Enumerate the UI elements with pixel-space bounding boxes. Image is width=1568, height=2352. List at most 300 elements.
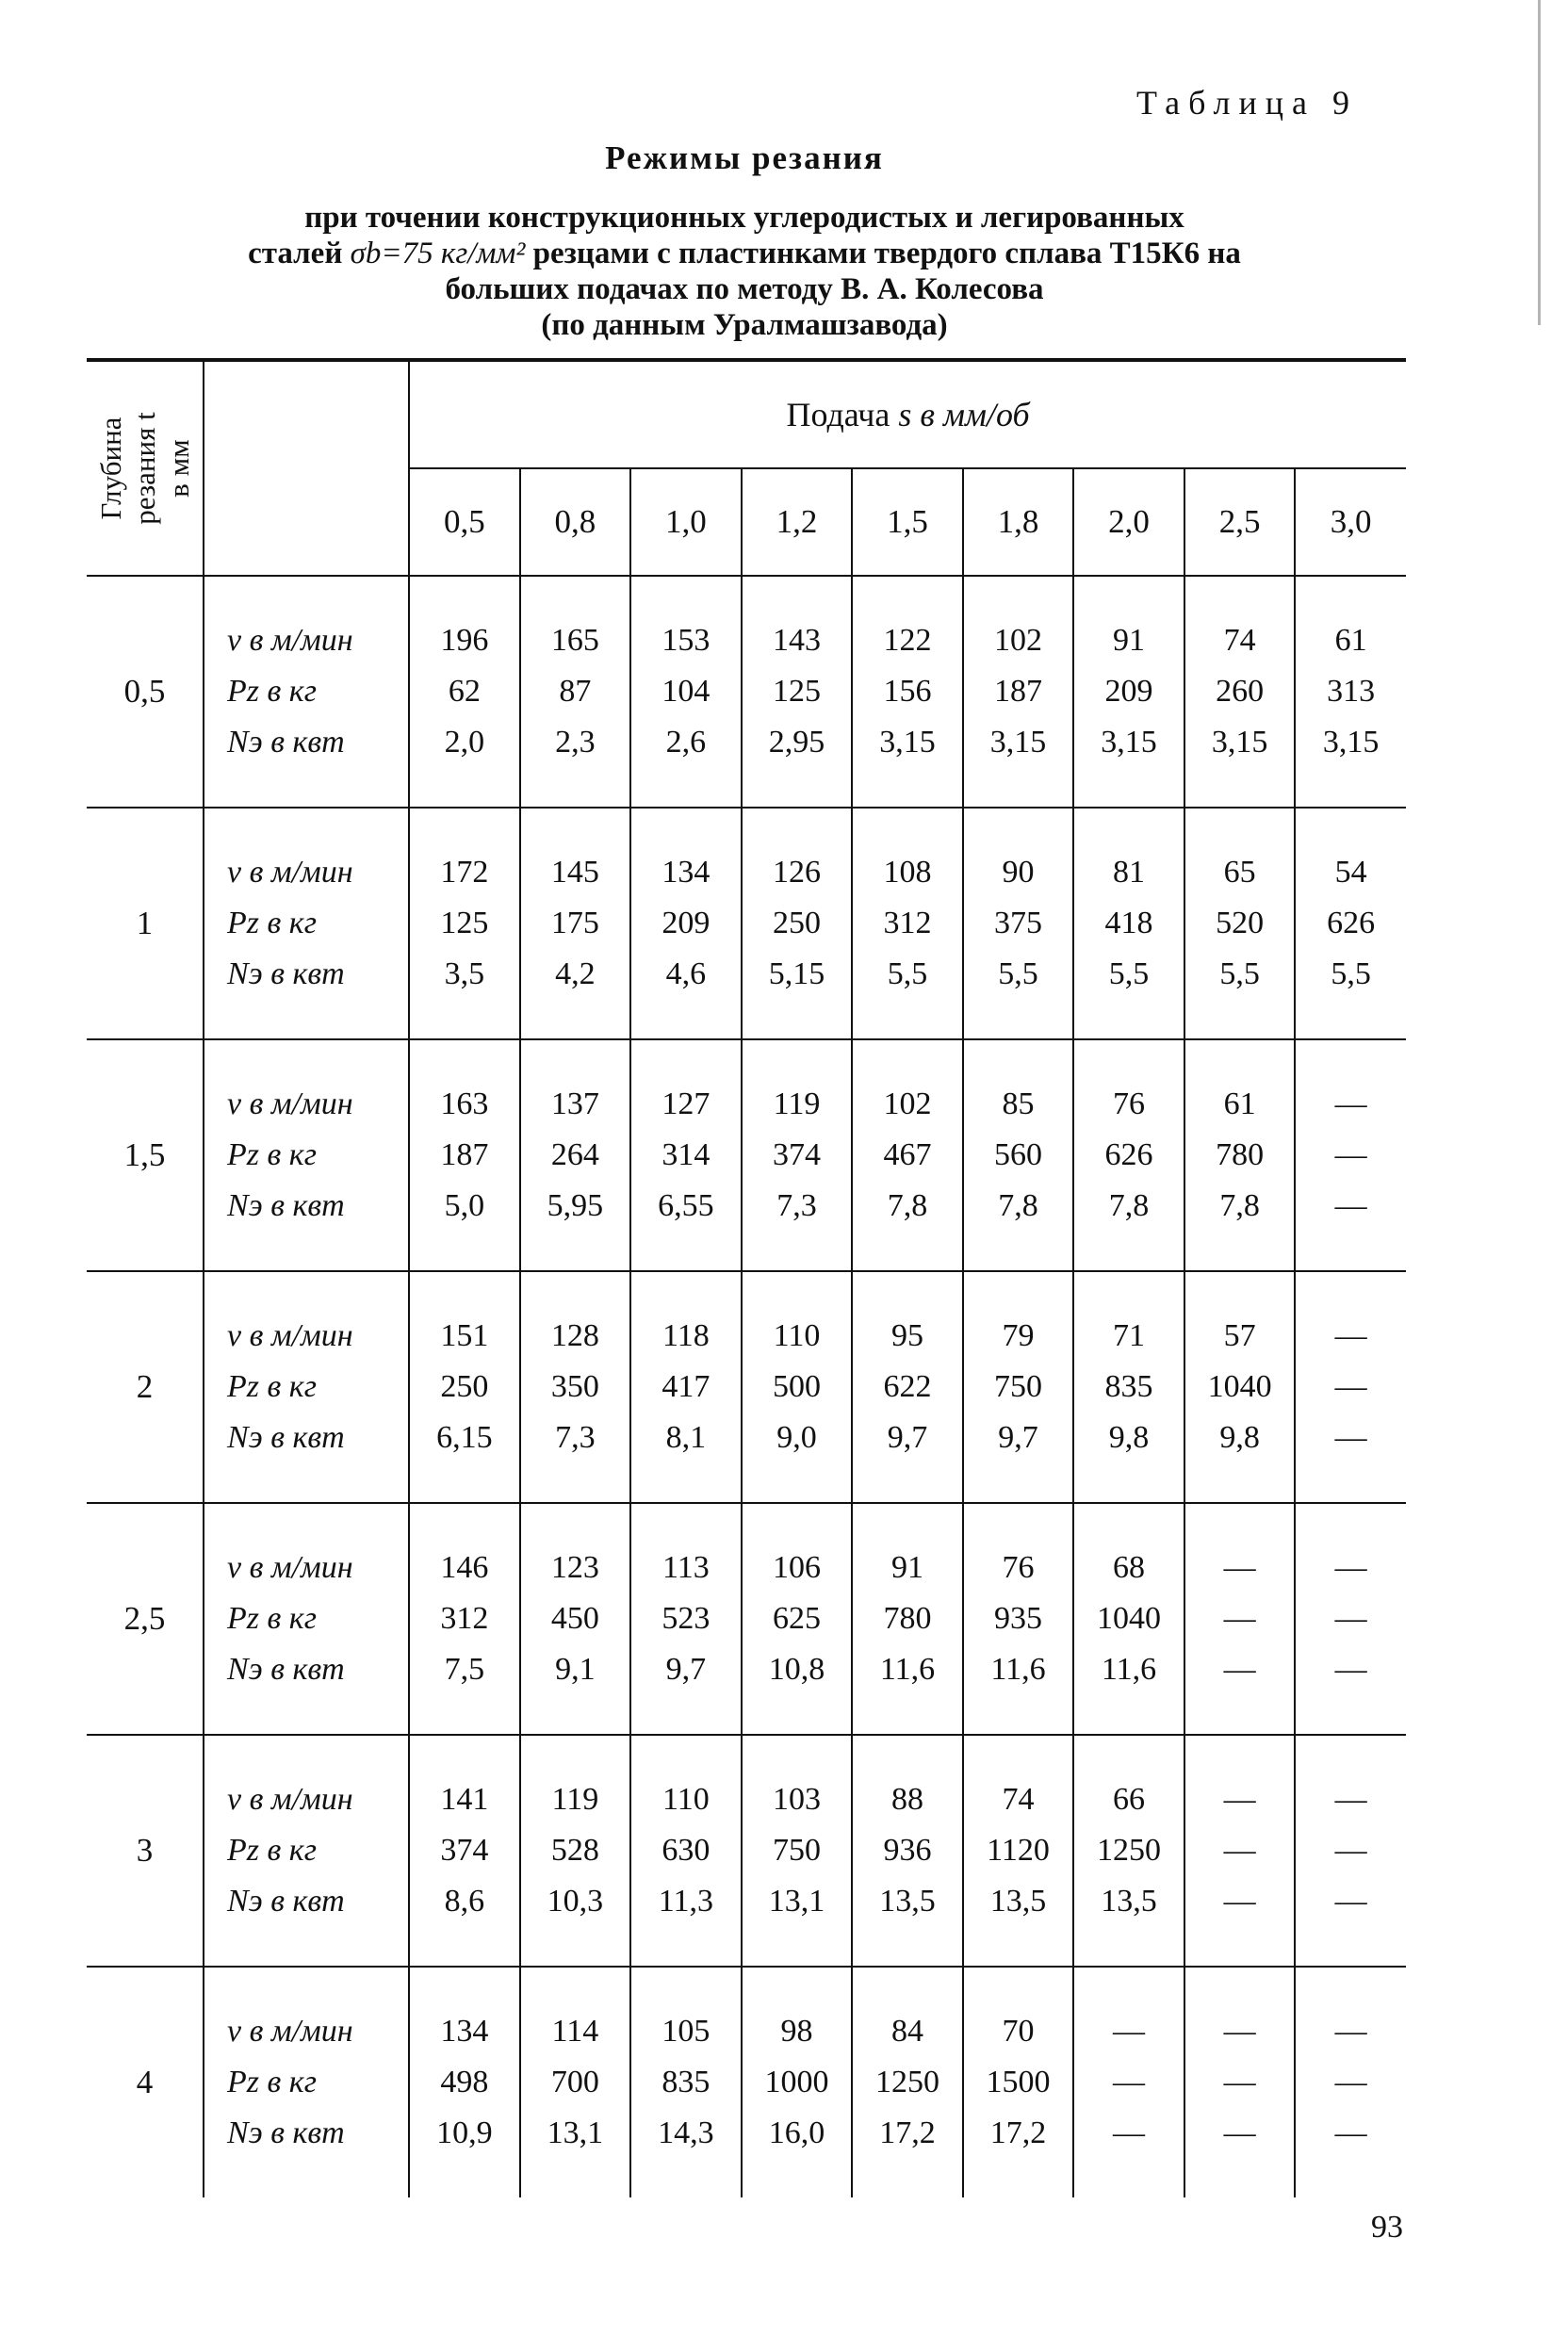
speed-value: 84 bbox=[890, 2014, 923, 2049]
speed-value: 71 bbox=[1113, 1318, 1146, 1353]
power-value: 7,3 bbox=[555, 1420, 596, 1455]
feed-value-cell: 1,0 bbox=[630, 468, 742, 576]
power-value: 3,15 bbox=[879, 725, 936, 760]
subtitle-sigma: σb=75 кг/мм² bbox=[350, 237, 526, 270]
power-value: 3,15 bbox=[1101, 725, 1157, 760]
force-value: — bbox=[1223, 2065, 1256, 2099]
data-cell bbox=[742, 808, 853, 1039]
data-cell bbox=[852, 1967, 963, 2197]
power-value: 5,5 bbox=[1219, 956, 1260, 991]
speed-value: 61 bbox=[1334, 623, 1367, 658]
data-cell bbox=[520, 1503, 631, 1735]
force-value: 87 bbox=[559, 674, 592, 709]
force-value: 125 bbox=[440, 906, 489, 940]
speed-value: 151 bbox=[440, 1318, 489, 1353]
speed-value: 128 bbox=[550, 1318, 599, 1353]
force-value: 62 bbox=[448, 674, 481, 709]
speed-value: 119 bbox=[551, 1782, 599, 1817]
depth-header-line-2: резания t bbox=[127, 412, 161, 525]
speed-value: 68 bbox=[1113, 1550, 1146, 1585]
force-value: — bbox=[1334, 1369, 1367, 1404]
depth-group-row bbox=[87, 1271, 1406, 1503]
depth-group-row bbox=[87, 1039, 1406, 1271]
power-value: 14,3 bbox=[658, 2115, 714, 2150]
speed-value: 76 bbox=[1113, 1086, 1146, 1121]
speed-value: 110 bbox=[773, 1318, 821, 1353]
speed-value: — bbox=[1223, 2014, 1256, 2049]
speed-value: 57 bbox=[1223, 1318, 1256, 1353]
power-value: 9,7 bbox=[887, 1420, 928, 1455]
power-value: 11,3 bbox=[658, 1884, 714, 1919]
data-cell bbox=[963, 1735, 1074, 1967]
force-value: — bbox=[1334, 1833, 1367, 1868]
power-value: 5,0 bbox=[444, 1188, 485, 1223]
force-value: 312 bbox=[440, 1601, 489, 1636]
depth-header-line-1: Глубина bbox=[93, 416, 127, 520]
power-value: 5,95 bbox=[547, 1188, 604, 1223]
depth-value: 1,5 bbox=[87, 1039, 204, 1271]
data-cell bbox=[963, 1271, 1074, 1503]
force-value: 1500 bbox=[986, 2065, 1051, 2099]
speed-value: 81 bbox=[1113, 855, 1146, 890]
force-value: 528 bbox=[550, 1833, 599, 1868]
param-labels bbox=[204, 1735, 409, 1967]
param-label-p: Pz в кг bbox=[227, 674, 317, 709]
force-value: 314 bbox=[662, 1137, 710, 1172]
speed-value: 74 bbox=[1223, 623, 1256, 658]
force-value: 175 bbox=[550, 906, 599, 940]
power-value: 17,2 bbox=[989, 2115, 1047, 2150]
force-value: 520 bbox=[1216, 906, 1265, 940]
force-value: 1040 bbox=[1207, 1369, 1272, 1404]
param-label-p: Pz в кг bbox=[227, 1137, 317, 1172]
param-label-n: Nэ в квт bbox=[227, 1884, 345, 1919]
depth-value: 0,5 bbox=[87, 576, 204, 808]
power-value: 9,0 bbox=[776, 1420, 817, 1455]
force-value: 125 bbox=[772, 674, 821, 709]
power-value: 7,8 bbox=[1219, 1188, 1260, 1223]
data-cell bbox=[1184, 1271, 1296, 1503]
data-cell bbox=[409, 1735, 520, 1967]
speed-value: 165 bbox=[550, 623, 599, 658]
force-value: 750 bbox=[994, 1369, 1043, 1404]
subtitle-line-4: (по данным Уралмашзавода) bbox=[541, 308, 948, 342]
power-value: — bbox=[1334, 2115, 1367, 2150]
params-column-header bbox=[204, 360, 409, 576]
feed-value-cell: 2,5 bbox=[1184, 468, 1296, 576]
table-label: Таблица 9 bbox=[1136, 84, 1358, 122]
power-value: 5,5 bbox=[1108, 956, 1150, 991]
speed-value: — bbox=[1113, 2014, 1146, 2049]
power-value: 3,15 bbox=[1322, 725, 1380, 760]
force-value: 1250 bbox=[1097, 1833, 1162, 1868]
speed-value: 123 bbox=[550, 1550, 599, 1585]
force-value: 835 bbox=[662, 2065, 710, 2099]
data-cell bbox=[409, 576, 520, 808]
speed-value: 126 bbox=[772, 855, 821, 890]
data-cell bbox=[630, 576, 742, 808]
data-cell bbox=[520, 1039, 631, 1271]
depth-column-header bbox=[87, 360, 204, 576]
force-value: 523 bbox=[662, 1601, 710, 1636]
force-value: 374 bbox=[440, 1833, 489, 1868]
power-value: 7,8 bbox=[1108, 1188, 1150, 1223]
cutting-modes-table bbox=[87, 358, 1406, 2197]
power-value: 7,8 bbox=[887, 1188, 928, 1223]
table-body bbox=[87, 360, 1406, 2197]
data-cell bbox=[520, 808, 631, 1039]
speed-value: 54 bbox=[1334, 855, 1367, 890]
data-cell bbox=[963, 576, 1074, 808]
param-label-v: v в м/мин bbox=[227, 1086, 353, 1121]
force-value: 260 bbox=[1216, 674, 1265, 709]
feed-value-cell: 1,2 bbox=[742, 468, 853, 576]
speed-value: 113 bbox=[662, 1550, 710, 1585]
feed-column-header bbox=[409, 360, 1406, 468]
force-value: — bbox=[1113, 2065, 1146, 2099]
speed-value: 122 bbox=[883, 623, 932, 658]
force-value: 700 bbox=[550, 2065, 599, 2099]
param-labels bbox=[204, 1039, 409, 1271]
force-value: 313 bbox=[1327, 674, 1376, 709]
power-value: 9,1 bbox=[555, 1652, 596, 1687]
speed-value: 65 bbox=[1223, 855, 1256, 890]
feed-value-cell: 1,8 bbox=[963, 468, 1074, 576]
subtitle-line-2 bbox=[66, 236, 1423, 271]
data-cell bbox=[1295, 1039, 1406, 1271]
force-value: 209 bbox=[662, 906, 710, 940]
data-cell bbox=[1073, 1503, 1184, 1735]
force-value: 625 bbox=[772, 1601, 821, 1636]
power-value: 3,15 bbox=[1211, 725, 1268, 760]
force-value: 560 bbox=[994, 1137, 1043, 1172]
subtitle-line-2b: резцами с пластинками твердого сплава Т15К6 на bbox=[525, 237, 1241, 270]
speed-value: — bbox=[1334, 1782, 1367, 1817]
param-label-n: Nэ в квт bbox=[227, 1652, 345, 1687]
power-value: 4,6 bbox=[665, 956, 707, 991]
force-value: 626 bbox=[1104, 1137, 1153, 1172]
param-label-v: v в м/мин bbox=[227, 2014, 353, 2049]
data-cell bbox=[409, 1271, 520, 1503]
power-value: 11,6 bbox=[879, 1652, 936, 1687]
speed-value: 114 bbox=[551, 2014, 599, 2049]
power-value: 9,8 bbox=[1108, 1420, 1150, 1455]
param-label-v: v в м/мин bbox=[227, 1550, 353, 1585]
force-value: 209 bbox=[1104, 674, 1153, 709]
force-value: 630 bbox=[662, 1833, 710, 1868]
depth-group-row bbox=[87, 576, 1406, 808]
force-value: 467 bbox=[883, 1137, 932, 1172]
power-value: 16,0 bbox=[768, 2115, 825, 2150]
power-value: 6,55 bbox=[658, 1188, 714, 1223]
power-value: — bbox=[1223, 1652, 1256, 1687]
subtitle-line-1: при точении конструкционных углеродистых и легированных bbox=[304, 201, 1184, 235]
data-cell bbox=[742, 1967, 853, 2197]
data-cell bbox=[852, 1271, 963, 1503]
param-label-p: Pz в кг bbox=[227, 1833, 317, 1868]
subtitle-line-2a: сталей bbox=[248, 237, 351, 270]
force-value: 374 bbox=[772, 1137, 821, 1172]
speed-value: — bbox=[1223, 1550, 1256, 1585]
data-cell bbox=[1073, 576, 1184, 808]
power-value: 3,15 bbox=[989, 725, 1047, 760]
speed-value: 85 bbox=[1002, 1086, 1035, 1121]
depth-group-row bbox=[87, 1503, 1406, 1735]
speed-value: 137 bbox=[550, 1086, 599, 1121]
feed-value-cell: 0,5 bbox=[409, 468, 520, 576]
data-cell bbox=[1295, 576, 1406, 808]
data-cell bbox=[630, 1271, 742, 1503]
power-value: — bbox=[1334, 1884, 1367, 1919]
force-value: 450 bbox=[550, 1601, 599, 1636]
power-value: 13,1 bbox=[768, 1884, 825, 1919]
speed-value: 110 bbox=[662, 1782, 710, 1817]
speed-value: 79 bbox=[1002, 1318, 1035, 1353]
power-value: — bbox=[1113, 2115, 1146, 2150]
subtitle-line-3: больших подачах по методу В. А. Колесова bbox=[445, 272, 1044, 306]
feed-value-cell: 2,0 bbox=[1073, 468, 1184, 576]
power-value: 17,2 bbox=[879, 2115, 936, 2150]
power-value: — bbox=[1223, 2115, 1256, 2150]
data-cell bbox=[1184, 1967, 1296, 2197]
param-label-p: Pz в кг bbox=[227, 906, 317, 940]
speed-value: 103 bbox=[772, 1782, 821, 1817]
speed-value: 91 bbox=[890, 1550, 923, 1585]
data-cell bbox=[852, 576, 963, 808]
speed-value: 134 bbox=[662, 855, 710, 890]
speed-value: 61 bbox=[1223, 1086, 1256, 1121]
data-cell bbox=[1295, 1735, 1406, 1967]
data-cell bbox=[963, 1967, 1074, 2197]
power-value: 10,8 bbox=[768, 1652, 825, 1687]
force-value: 626 bbox=[1327, 906, 1376, 940]
force-value: 104 bbox=[662, 674, 710, 709]
data-cell bbox=[630, 1735, 742, 1967]
param-labels bbox=[204, 576, 409, 808]
param-label-n: Nэ в квт bbox=[227, 1420, 345, 1455]
power-value: 13,5 bbox=[989, 1884, 1047, 1919]
data-cell bbox=[409, 1967, 520, 2197]
data-cell bbox=[520, 1271, 631, 1503]
depth-value: 1 bbox=[87, 808, 204, 1039]
force-value: 936 bbox=[883, 1833, 932, 1868]
power-value: 9,7 bbox=[665, 1652, 707, 1687]
param-label-n: Nэ в квт bbox=[227, 1188, 345, 1223]
power-value: — bbox=[1334, 1420, 1367, 1455]
force-value: 250 bbox=[772, 906, 821, 940]
power-value: 8,6 bbox=[444, 1884, 485, 1919]
force-value: 1250 bbox=[874, 2065, 939, 2099]
force-value: 1120 bbox=[987, 1833, 1050, 1868]
power-value: 9,8 bbox=[1219, 1420, 1260, 1455]
power-value: 10,9 bbox=[436, 2115, 493, 2150]
speed-value: 88 bbox=[890, 1782, 923, 1817]
data-cell bbox=[1295, 1271, 1406, 1503]
force-value: 622 bbox=[883, 1369, 932, 1404]
power-value: 2,95 bbox=[768, 725, 825, 760]
param-label-p: Pz в кг bbox=[227, 2065, 317, 2099]
power-value: 5,5 bbox=[998, 956, 1038, 991]
param-label-n: Nэ в квт bbox=[227, 956, 345, 991]
power-value: 11,6 bbox=[990, 1652, 1046, 1687]
data-cell bbox=[409, 1503, 520, 1735]
data-cell bbox=[742, 1735, 853, 1967]
speed-value: 134 bbox=[440, 2014, 489, 2049]
param-label-v: v в м/мин bbox=[227, 855, 353, 890]
data-cell bbox=[1184, 1735, 1296, 1967]
param-labels bbox=[204, 1271, 409, 1503]
power-value: 3,5 bbox=[444, 956, 485, 991]
force-value: 780 bbox=[883, 1601, 932, 1636]
speed-value: 172 bbox=[440, 855, 489, 890]
param-labels bbox=[204, 1967, 409, 2197]
data-cell bbox=[963, 808, 1074, 1039]
data-cell bbox=[1295, 808, 1406, 1039]
param-label-p: Pz в кг bbox=[227, 1369, 317, 1404]
data-cell bbox=[1295, 1967, 1406, 2197]
speed-value: 145 bbox=[550, 855, 599, 890]
depth-group-row bbox=[87, 1967, 1406, 2197]
force-value: 312 bbox=[883, 906, 932, 940]
force-value: 264 bbox=[550, 1137, 599, 1172]
power-value: 13,1 bbox=[547, 2115, 604, 2150]
speed-value: — bbox=[1334, 1318, 1367, 1353]
data-cell bbox=[1184, 576, 1296, 808]
speed-value: 127 bbox=[662, 1086, 710, 1121]
data-cell bbox=[852, 808, 963, 1039]
force-value: — bbox=[1334, 1137, 1367, 1172]
data-cell bbox=[1184, 1039, 1296, 1271]
speed-value: 163 bbox=[440, 1086, 489, 1121]
data-cell bbox=[1073, 1271, 1184, 1503]
force-value: 350 bbox=[550, 1369, 599, 1404]
power-value: 6,15 bbox=[436, 1420, 493, 1455]
feed-value-cell: 1,5 bbox=[852, 468, 963, 576]
force-value: — bbox=[1223, 1833, 1256, 1868]
power-value: 8,1 bbox=[665, 1420, 707, 1455]
speed-value: — bbox=[1334, 1086, 1367, 1121]
data-cell bbox=[1184, 808, 1296, 1039]
speed-value: 141 bbox=[440, 1782, 489, 1817]
force-value: — bbox=[1334, 1601, 1367, 1636]
power-value: 7,8 bbox=[998, 1188, 1038, 1223]
force-value: 187 bbox=[440, 1137, 489, 1172]
force-value: 250 bbox=[440, 1369, 489, 1404]
data-cell bbox=[742, 1503, 853, 1735]
depth-header-line-3: в мм bbox=[161, 439, 195, 498]
speed-value: 119 bbox=[773, 1086, 821, 1121]
page-number: 93 bbox=[1371, 2210, 1403, 2245]
power-value: 7,5 bbox=[444, 1652, 485, 1687]
force-value: 500 bbox=[772, 1369, 821, 1404]
depth-value: 3 bbox=[87, 1735, 204, 1967]
table-title: Режимы резания bbox=[605, 139, 884, 176]
param-label-v: v в м/мин bbox=[227, 623, 353, 658]
power-value: — bbox=[1223, 1884, 1256, 1919]
data-cell bbox=[630, 808, 742, 1039]
speed-value: 98 bbox=[780, 2014, 813, 2049]
power-value: 13,5 bbox=[1101, 1884, 1157, 1919]
force-value: 498 bbox=[440, 2065, 489, 2099]
force-value: 417 bbox=[662, 1369, 710, 1404]
speed-value: 108 bbox=[883, 855, 932, 890]
speed-value: 66 bbox=[1113, 1782, 1146, 1817]
data-cell bbox=[963, 1503, 1074, 1735]
speed-value: 106 bbox=[772, 1550, 821, 1585]
data-cell bbox=[742, 576, 853, 808]
data-cell bbox=[520, 1735, 631, 1967]
data-cell bbox=[630, 1503, 742, 1735]
power-value: — bbox=[1334, 1652, 1367, 1687]
data-cell bbox=[1295, 1503, 1406, 1735]
power-value: 5,15 bbox=[768, 956, 825, 991]
data-cell bbox=[520, 1967, 631, 2197]
data-cell bbox=[742, 1271, 853, 1503]
force-value: 156 bbox=[883, 674, 932, 709]
power-value: 13,5 bbox=[879, 1884, 936, 1919]
header-row bbox=[87, 360, 1406, 468]
data-cell bbox=[852, 1735, 963, 1967]
speed-value: 102 bbox=[994, 623, 1043, 658]
data-cell bbox=[963, 1039, 1074, 1271]
feed-value-cell: 0,8 bbox=[520, 468, 631, 576]
power-value: — bbox=[1334, 1188, 1367, 1223]
speed-value: 95 bbox=[890, 1318, 923, 1353]
speed-value: 90 bbox=[1002, 855, 1035, 890]
data-cell bbox=[630, 1967, 742, 2197]
force-value: — bbox=[1223, 1601, 1256, 1636]
data-cell bbox=[1073, 808, 1184, 1039]
force-value: 935 bbox=[994, 1601, 1043, 1636]
depth-header-text bbox=[94, 412, 196, 524]
data-cell bbox=[630, 1039, 742, 1271]
power-value: 7,3 bbox=[776, 1188, 817, 1223]
speed-value: 102 bbox=[883, 1086, 932, 1121]
param-labels bbox=[204, 808, 409, 1039]
data-cell bbox=[1073, 1735, 1184, 1967]
param-label-n: Nэ в квт bbox=[227, 725, 345, 760]
param-labels bbox=[204, 1503, 409, 1735]
depth-group-row bbox=[87, 1735, 1406, 1967]
feed-value-cell: 3,0 bbox=[1295, 468, 1406, 576]
speed-value: 91 bbox=[1113, 623, 1146, 658]
data-cell bbox=[409, 1039, 520, 1271]
feed-header-unit: s в мм/об bbox=[898, 396, 1030, 433]
power-value: 9,7 bbox=[998, 1420, 1038, 1455]
speed-value: 196 bbox=[440, 623, 489, 658]
force-value: 1040 bbox=[1097, 1601, 1162, 1636]
speed-value: 146 bbox=[440, 1550, 489, 1585]
data-cell bbox=[852, 1039, 963, 1271]
force-value: 418 bbox=[1104, 906, 1153, 940]
speed-value: — bbox=[1334, 2014, 1367, 2049]
power-value: 10,3 bbox=[547, 1884, 604, 1919]
depth-value: 4 bbox=[87, 1967, 204, 2197]
speed-value: 118 bbox=[662, 1318, 710, 1353]
speed-value: — bbox=[1223, 1782, 1256, 1817]
feed-header-label: Подача bbox=[786, 396, 899, 433]
speed-value: 153 bbox=[662, 623, 710, 658]
speed-value: 74 bbox=[1002, 1782, 1035, 1817]
param-label-p: Pz в кг bbox=[227, 1601, 317, 1636]
force-value: — bbox=[1334, 2065, 1367, 2099]
depth-value: 2 bbox=[87, 1271, 204, 1503]
force-value: 780 bbox=[1216, 1137, 1265, 1172]
scan-edge-line bbox=[1538, 0, 1541, 325]
speed-value: — bbox=[1334, 1550, 1367, 1585]
param-label-n: Nэ в квт bbox=[227, 2115, 345, 2150]
power-value: 2,0 bbox=[444, 725, 485, 760]
